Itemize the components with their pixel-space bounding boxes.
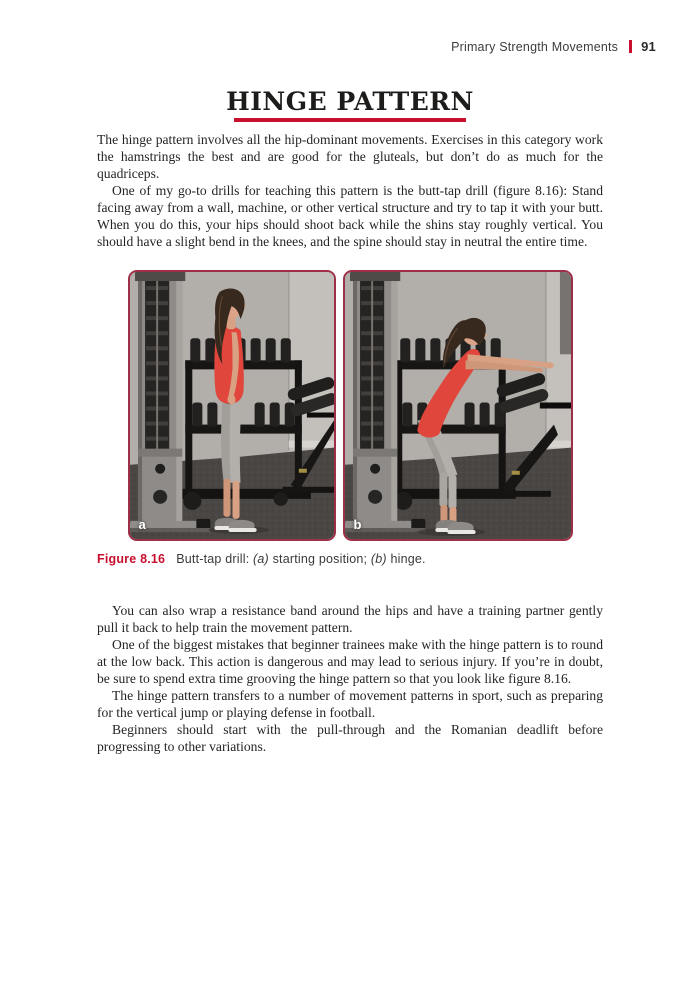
photo-b-hinge-position (343, 270, 573, 541)
photo-label-b: b (353, 516, 362, 532)
photo-a-starting-position (128, 270, 336, 541)
figure-caption (0, 552, 700, 566)
section-title-block (0, 88, 700, 122)
figure-caption-text: Butt-tap drill: (176, 551, 254, 566)
figure-caption-number: Figure 8.16 (97, 551, 166, 566)
figure-caption-mid: starting position; (268, 551, 371, 566)
running-title: Primary Strength Movements (451, 39, 619, 54)
header-divider-bar (629, 40, 632, 53)
figure-caption-a-ref: (a) (253, 551, 269, 566)
body-text-top (0, 131, 700, 250)
paragraph-resistance-band: You can also wrap a resistance band around the hips and have a training partner gently pull it back to help train the movement pattern. (97, 602, 603, 635)
title-underline (234, 118, 466, 122)
paragraph-biggest-mistakes: One of the biggest mistakes that beginner trainees make with the hinge pattern is to round at the low back. This action is dangerous and may lead to serious injury. If you’re in doubt, be sure to spend extra time grooving the hinge pattern so that you look like figure 8.16. (97, 636, 603, 686)
figure-photos-row (0, 270, 700, 541)
figure-caption-b-ref: (b) (370, 551, 387, 566)
section-title (226, 88, 474, 122)
figure-caption-end: hinge. (386, 551, 426, 566)
photo-label-a: a (138, 516, 146, 532)
section-title-text: HINGE PATTERN (226, 87, 474, 116)
figure-8-16 (0, 270, 700, 566)
paragraph-intro: The hinge pattern involves all the hip-dominant movements. Exercises in this category work the hamstrings the best and are good for the gluteals, but don’t do as much for the quadriceps. (97, 131, 603, 181)
paragraph-sport-transfer: The hinge pattern transfers to a number of movement patterns in sport, such as preparing for the vertical jump or playing defense in football. (97, 687, 603, 720)
page-number: 91 (641, 39, 656, 54)
body-text-bottom (0, 602, 700, 755)
photo-b-illustration (345, 272, 571, 539)
photo-a-illustration (130, 272, 334, 539)
paragraph-butt-tap-drill: One of my go-to drills for teaching this pattern is the butt-tap drill (figure 8.16): Stand facing away from a wall, machine, or other vertical structure and try to tap it with your butt. When you do this, your hips should shoot back while the shins stay roughly vertical. You should have a slight bend in the knees, and the spine should stay in neutral the entire time. (97, 182, 603, 249)
paragraph-beginners: Beginners should start with the pull-through and the Romanian deadlift before progressing to other variations. (97, 721, 603, 754)
running-header (451, 39, 656, 54)
